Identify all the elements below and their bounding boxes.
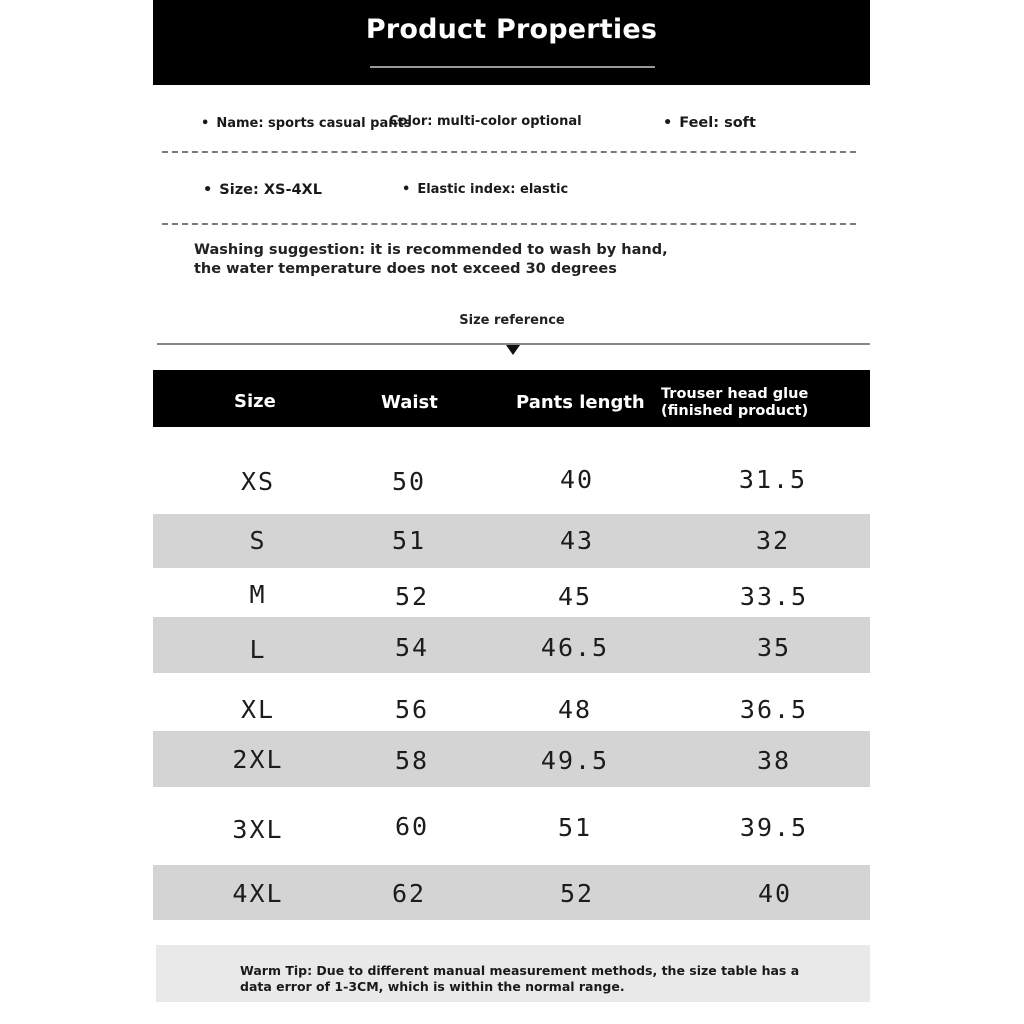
table-row (153, 568, 870, 617)
bullet-icon: • (203, 182, 213, 198)
cell-trouser-head-glue: 40 (757, 879, 793, 908)
cell-size: 4XL (232, 879, 284, 908)
table-row (153, 514, 870, 568)
header-size: Size (234, 391, 276, 412)
size-reference-label: Size reference (459, 313, 565, 328)
property-size: • Size: XS-4XL (203, 182, 322, 198)
cell-waist: 62 (391, 879, 427, 908)
washing-suggestion: Washing suggestion: it is recommended to wash by hand, the water temperature does not exceed 30 degrees (194, 242, 668, 277)
cell-waist: 58 (394, 746, 430, 775)
header-pants-length: Pants length (516, 392, 645, 413)
bullet-icon: • (201, 116, 210, 131)
warm-tip-box (156, 945, 870, 1002)
dashed-divider (162, 223, 856, 225)
bullet-icon: • (663, 115, 673, 131)
cell-waist: 52 (394, 582, 430, 611)
cell-size: M (249, 580, 267, 609)
cell-size: L (249, 635, 267, 664)
table-row (153, 673, 870, 731)
page-title: Product Properties (365, 14, 658, 45)
cell-trouser-head-glue: 33.5 (739, 582, 809, 611)
table-row (153, 617, 870, 673)
cell-trouser-head-glue: 39.5 (739, 813, 809, 842)
cell-pants-length: 43 (559, 526, 595, 555)
cell-pants-length: 46.5 (540, 633, 610, 662)
table-row (153, 865, 870, 920)
cell-trouser-head-glue: 38 (756, 746, 792, 775)
header-banner (153, 0, 870, 85)
header-waist: Waist (381, 392, 438, 413)
table-row (153, 455, 870, 513)
cell-trouser-head-glue: 36.5 (739, 695, 809, 724)
cell-trouser-head-glue: 35 (756, 633, 792, 662)
cell-pants-length: 49.5 (540, 746, 610, 775)
cell-size: 3XL (232, 815, 284, 844)
cell-size: S (249, 526, 267, 555)
cell-waist: 56 (394, 695, 430, 724)
cell-waist: 51 (391, 526, 427, 555)
dashed-divider (162, 151, 856, 153)
cell-size: XS (240, 467, 276, 496)
bullet-icon: • (402, 182, 411, 197)
cell-waist: 60 (394, 812, 430, 841)
cell-waist: 50 (391, 467, 427, 496)
property-elastic: • Elastic index: elastic (402, 182, 569, 197)
size-table-header (153, 370, 870, 427)
table-row (153, 731, 870, 787)
cell-size: 2XL (232, 745, 284, 774)
cell-size: XL (240, 695, 276, 724)
property-color: Color: multi-color optional (389, 114, 582, 129)
cell-trouser-head-glue: 32 (755, 526, 791, 555)
cell-pants-length: 45 (557, 582, 593, 611)
cell-pants-length: 48 (557, 695, 593, 724)
cell-pants-length: 40 (559, 465, 595, 494)
property-feel: • Feel: soft (663, 115, 756, 131)
title-underline (370, 66, 655, 68)
cell-waist: 54 (394, 633, 430, 662)
cell-pants-length: 52 (559, 879, 595, 908)
table-row (153, 787, 870, 865)
property-name: • Name: sports casual pants (201, 116, 412, 131)
cell-trouser-head-glue: 31.5 (738, 465, 808, 494)
arrow-down-icon (506, 345, 520, 355)
header-trouser-head-glue: Trouser head glue (finished product) (661, 386, 809, 419)
warm-tip-text: Warm Tip: Due to different manual measurement methods, the size table has a data error of 1-3CM, which is within the normal range. (240, 963, 800, 994)
cell-pants-length: 51 (557, 813, 593, 842)
